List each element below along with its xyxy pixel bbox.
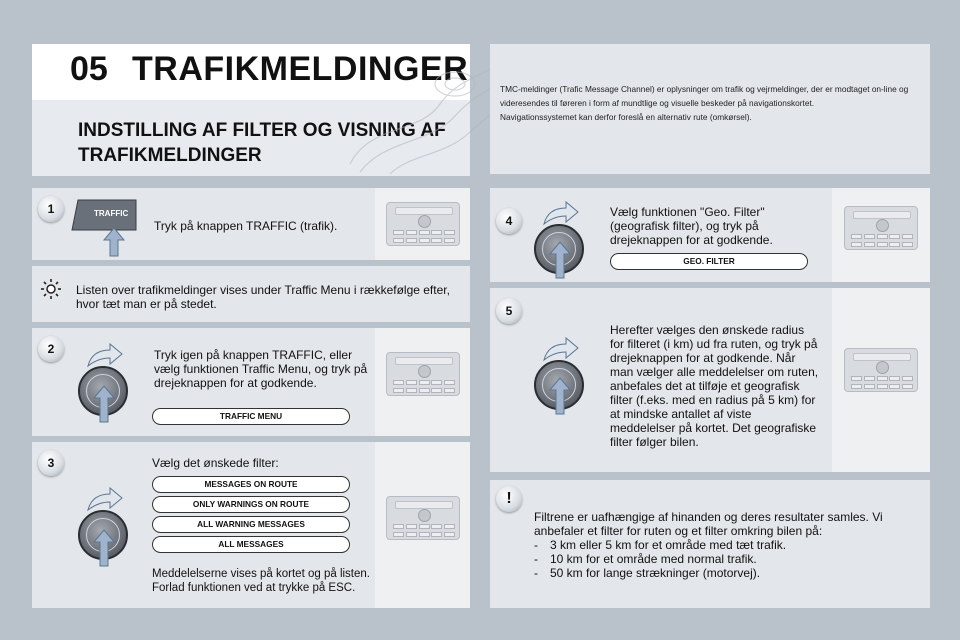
step-2-text: Tryk igen på knappen TRAFFIC, eller vælg funktionen Traffic Menu, og tryk på drejeknappen for at godkende. bbox=[154, 348, 368, 390]
press-arrow-icon bbox=[102, 226, 126, 258]
radio-device-thumbnail bbox=[844, 348, 918, 392]
filter-option-pill: ALL MESSAGES bbox=[152, 536, 350, 553]
info-text: TMC-meldinger (Trafic Message Channel) er oplysninger om trafik og vejrmeldinger, der er modtaget on-line og videresendes til føreren i form af mundtlige og visuelle beskeder på navigationskortet. Navigationssystemet kan derfor foreslå en alternativ rute (omkørsel). bbox=[500, 84, 909, 122]
warning-item: - 50 km for lange strækninger (motorvej). bbox=[534, 566, 761, 580]
warning-icon: ! bbox=[496, 486, 522, 512]
step-1-badge: 1 bbox=[38, 196, 64, 222]
page-title: TRAFIKMELDINGER bbox=[132, 50, 469, 88]
radio-device-thumbnail bbox=[386, 202, 460, 246]
step-5-text: Herefter vælges den ønskede radius for filteret (i km) ud fra ruten, og tryk på drejeknappen for at godkende. Når man vælger alle meddelelser om ruten, anbefales det at tilføje et geografisk filter (f.eks. med en radius på 5 km) for at mindske antallet af viste meddelelser på kortet. Det geografiske filter følger bilen. bbox=[610, 323, 819, 449]
warning-text bbox=[534, 510, 914, 580]
press-arrow-icon bbox=[548, 376, 572, 416]
step-3-badge: 3 bbox=[38, 450, 64, 476]
rotate-arrow-icon bbox=[542, 336, 580, 362]
radio-device-thumbnail bbox=[386, 496, 460, 540]
step-3-footer: Meddelelserne vises på kortet og på listen. Forlad funktionen ved at trykke på ESC. bbox=[152, 568, 370, 594]
press-arrow-icon bbox=[92, 384, 116, 424]
rotate-arrow-icon bbox=[86, 342, 124, 368]
device-button-row bbox=[393, 230, 455, 235]
warning-item: - 3 km eller 5 km for et område med tæt trafik. bbox=[534, 538, 787, 552]
device-knob bbox=[418, 215, 431, 228]
filter-option-pill: ALL WARNING MESSAGES bbox=[152, 516, 350, 533]
filter-option-pill: MESSAGES ON ROUTE bbox=[152, 476, 350, 493]
rotate-arrow-icon bbox=[542, 200, 580, 226]
rotate-arrow-icon bbox=[86, 486, 124, 512]
filter-option-pill: ONLY WARNINGS ON ROUTE bbox=[152, 496, 350, 513]
press-arrow-icon bbox=[92, 528, 116, 568]
tip-text: Listen over trafikmeldinger vises under Traffic Menu i rækkefølge efter, hvor tæt man er på stedet. bbox=[76, 283, 450, 311]
traffic-button-label: TRAFFIC bbox=[94, 209, 129, 218]
warning-item: - 10 km for et område med normal trafik. bbox=[534, 552, 757, 566]
traffic-menu-pill: TRAFFIC MENU bbox=[152, 408, 350, 425]
step-4-badge: 4 bbox=[496, 208, 522, 234]
warning-intro: Filtrene er uafhængige af hinanden og deres resultater samles. Vi anbefaler et filter for ruten og et filter omkring bilen på: bbox=[534, 510, 883, 538]
step-1-text: Tryk på knappen TRAFFIC (trafik). bbox=[154, 219, 338, 233]
info-panel bbox=[490, 44, 930, 174]
section-subtitle: INDSTILLING AF FILTER OG VISNING AF TRAFIKMELDINGER bbox=[78, 120, 446, 166]
step-2-badge: 2 bbox=[38, 336, 64, 362]
press-arrow-icon bbox=[548, 240, 572, 280]
chapter-number: 05 bbox=[70, 50, 108, 88]
step-3-text: Vælg det ønskede filter: bbox=[152, 456, 279, 470]
device-screen bbox=[395, 207, 453, 215]
radio-device-thumbnail bbox=[386, 352, 460, 396]
step-5-badge: 5 bbox=[496, 298, 522, 324]
sun-icon bbox=[40, 278, 62, 300]
step-4-text: Vælg funktionen "Geo. Filter" (geografisk filter), og tryk på drejeknappen for at godkende. bbox=[610, 205, 773, 247]
topography-decoration bbox=[330, 44, 510, 176]
radio-device-thumbnail bbox=[844, 206, 918, 250]
geo-filter-pill: GEO. FILTER bbox=[610, 253, 808, 270]
device-button-row bbox=[393, 238, 455, 243]
